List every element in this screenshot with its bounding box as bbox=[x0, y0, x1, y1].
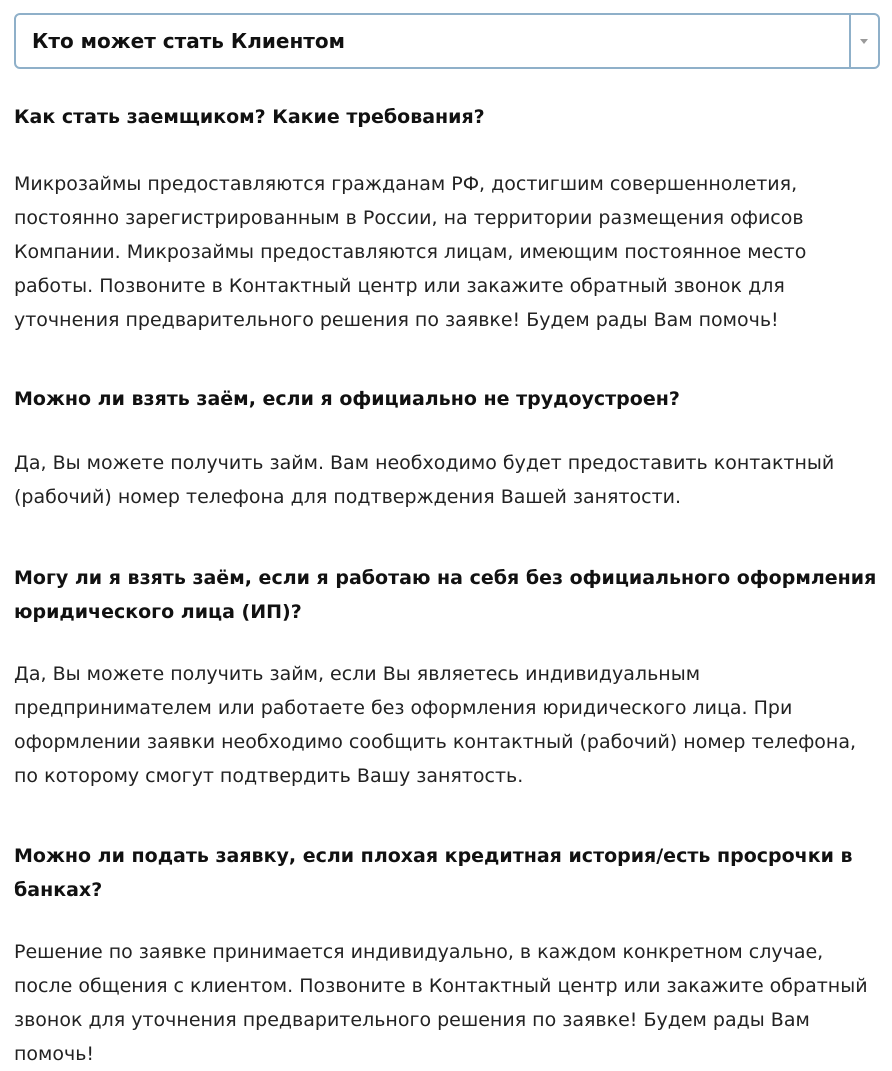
faq-answer: Да, Вы можете получить займ. Вам необходимо будет предоставить контактный (рабочий) номер телефона для подтверждения Вашей занятости. bbox=[14, 452, 835, 508]
faq-question: Могу ли я взять заём, если я работаю на себя без официального оформления юридического лица (ИП)? bbox=[14, 567, 877, 623]
faq-answer: Да, Вы можете получить займ, если Вы являетесь индивидуальным предпринимателем или работаете без оформления юридического лица. При оформлении заявки необходимо сообщить контактный (рабочий) номер телефона, по которому смогут подтвердить Вашу занятость. bbox=[14, 663, 857, 787]
chevron-down-icon[interactable] bbox=[849, 15, 878, 67]
category-select[interactable] bbox=[14, 13, 880, 69]
faq-question: Можно ли подать заявку, если плохая кредитная история/есть просрочки в банках? bbox=[14, 845, 853, 901]
faq-answer: Решение по заявке принимается индивидуально, в каждом конкретном случае, после общения с клиентом. Позвоните в Контактный центр или закажите обратный звонок для уточнения предварительного решения по заявке! Будем рады Вам помочь! bbox=[14, 941, 868, 1065]
category-select-value: Кто может стать Клиентом bbox=[32, 29, 345, 53]
faq-question: Как стать заемщиком? Какие требования? bbox=[14, 106, 485, 128]
faq-item bbox=[14, 561, 884, 793]
faq-list bbox=[14, 100, 884, 1071]
faq-item bbox=[14, 839, 884, 1071]
faq-item bbox=[14, 382, 884, 514]
faq-answer: Микрозаймы предоставляются гражданам РФ, достигшим совершеннолетия, постоянно зарегистрированным в России, на территории размещения офисов Компании. Микрозаймы предоставляются лицам, имеющим постоянное место работы. Позвоните в Контактный центр или закажите обратный звонок для уточнения предварительного решения по заявке! Будем рады Вам помочь! bbox=[14, 173, 807, 331]
faq-item bbox=[14, 100, 884, 337]
faq-question: Можно ли взять заём, если я официально не трудоустроен? bbox=[14, 388, 680, 410]
